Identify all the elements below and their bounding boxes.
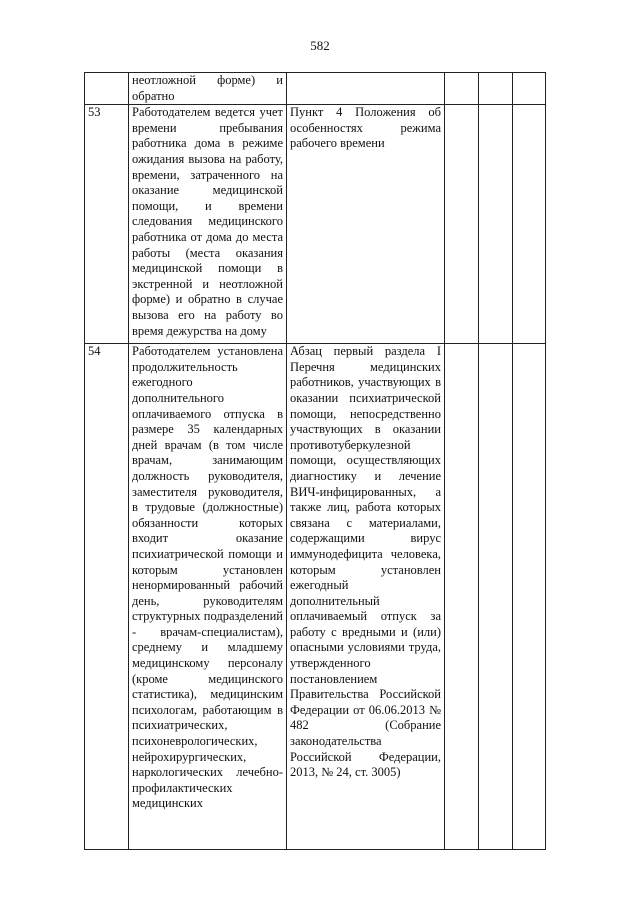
document-reference-text: Абзац первый раздела I Перечня медицинских работников, участвующих в оказании психиатрической помощи, непосредственно участвующих в оказании противотуберкулезной помощи, осуществляющих диагностику и лечение ВИЧ-инфицированных, а также лиц, работа которых связана с материалами, содержащими вирус иммунодефицита человека, которым установлен ежегодный дополнительный оплачиваемый отпуск за работу с вредными и (или) опасными условиями труда, утвержденного постановлением Правительства Российской Федерации от 06.06.2013 № 482 (Собрание законодательства Российской Федерации, 2013, № 24, ст. 3005) [290,344,441,780]
document-cell [287,105,445,344]
table-row [85,73,546,105]
requirement-text: Работодателем ведется учет времени пребывания работника дома в режиме ожидания вызова на работу, времени, затраченного на оказание медицинской помощи, и времени следования медицинского работника от дома до места работы (места оказания медицинской помощи в экстренной и неотложной форме) и обратно в случае вызова его на работу во время дежурства на дому [132,105,283,338]
checklist-table [84,72,546,850]
answer-yes-cell [445,73,479,105]
row-number-cell [85,344,129,850]
document-reference-text: Пункт 4 Положения об особенностях режима рабочего времени [290,105,441,151]
requirement-cell [129,344,287,850]
answer-na-cell [513,344,546,850]
page-number: 582 [310,38,330,53]
answer-na-cell [513,73,546,105]
row-number: 53 [88,105,101,120]
answer-no-cell [479,344,513,850]
table-row [85,344,546,850]
row-number-cell [85,73,129,105]
document-cell [287,73,445,105]
answer-yes-cell [445,344,479,850]
table-row [85,105,546,344]
requirement-cell [129,105,287,344]
requirement-text: неотложной форме) и обратно [132,73,283,103]
row-number: 54 [88,344,101,359]
answer-yes-cell [445,105,479,344]
answer-no-cell [479,73,513,105]
document-cell [287,344,445,850]
answer-na-cell [513,105,546,344]
row-number-cell [85,105,129,344]
requirement-text: Работодателем установлена продолжительность ежегодного дополнительного оплачиваемого отпуска в размере 35 календарных дней врачам (в том числе врачам, занимающим должность руководителя, заместителя руководителя, в трудовые (должностные) обязанности которых входит оказание психиатрической помощи и которым установлен ненормированный рабочий день, руководителям структурных подразделений - врачам-специалистам), среднему и младшему медицинскому персоналу (кроме медицинского статистика), медицинским психологам, работающим в психиатрических, психоневрологических, нейрохирургических, наркологических лечебно-профилактических медицинских [132,344,283,811]
answer-no-cell [479,105,513,344]
requirement-cell [129,73,287,105]
